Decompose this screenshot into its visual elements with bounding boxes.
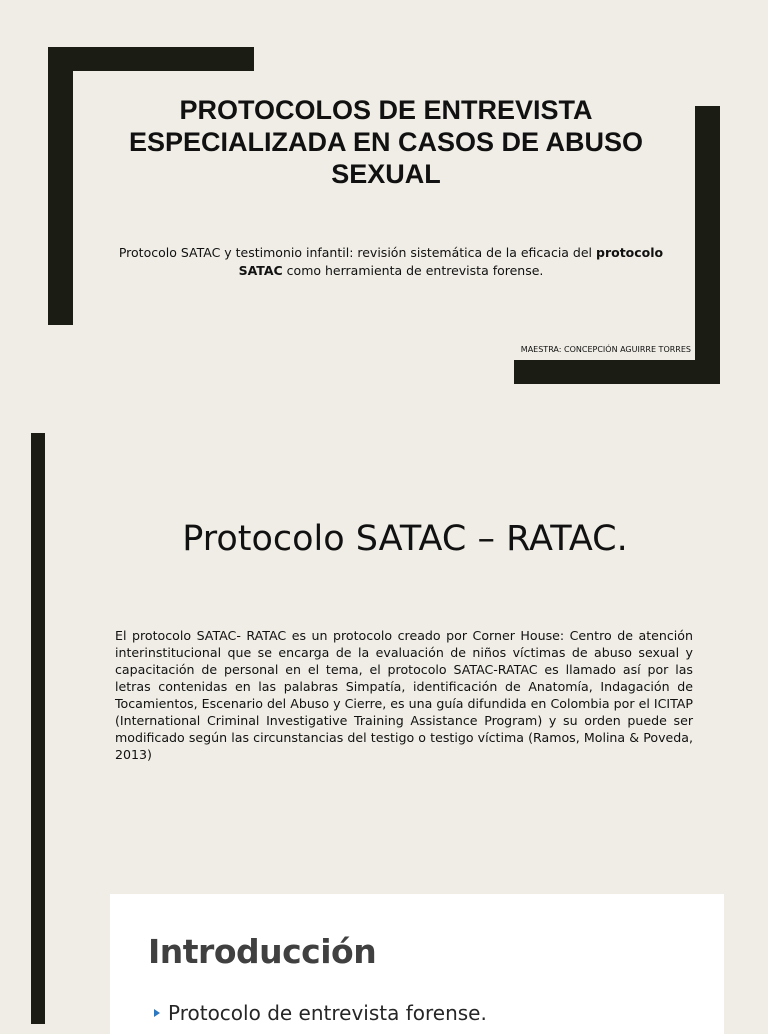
slide-title: Protocolo SATAC – RATAC. <box>182 519 628 559</box>
frame-bottom-bar <box>514 360 720 384</box>
frame-top-bar <box>48 47 254 71</box>
card-bullet-item <box>154 1001 487 1025</box>
content-slide <box>0 432 768 1024</box>
title-slide <box>0 0 768 410</box>
introduction-card <box>110 894 724 1034</box>
subtitle-text-end: como herramienta de entrevista forense. <box>282 263 544 278</box>
triangle-bullet-icon <box>154 1009 160 1017</box>
presentation-title: PROTOCOLOS DE ENTREVISTA ESPECIALIZADA EN CASOS DE ABUSO SEXUAL <box>128 95 644 189</box>
slide-accent-bar <box>31 433 45 1024</box>
presentation-subtitle <box>96 244 686 280</box>
slide-body-text: El protocolo SATAC- RATAC es un protocolo creado por Corner House: Centro de atención interinstitucional que se encarga de la evaluación de niños víctimas de abuso sexual y capacitación de personal en el tema, el protocolo SATAC-RATAC es llamado así por las letras contenidas en las palabras Simpatía, identificación de Anatomía, Indagación de Tocamientos, Escenario del Abuso y Cierre, es una guía difundida en Colombia por el ICITAP (International Criminal Investigative Training Assistance Program) y su orden puede ser modificado según las circunstancias del testigo o testigo víctima (Ramos, Molina & Poveda, 2013) <box>115 628 693 762</box>
frame-left-bar <box>48 47 73 325</box>
subtitle-text-start: Protocolo SATAC y testimonio infantil: revisión sistemática de la eficacia del <box>118 245 596 260</box>
frame-right-bar <box>695 106 720 384</box>
card-title: Introducción <box>148 932 377 971</box>
teacher-name: MAESTRA: CONCEPCIÓN AGUIRRE TORRES <box>520 345 691 354</box>
subtitle-bold-text: protocolo SATAC <box>238 245 664 278</box>
card-bullet-text: Protocolo de entrevista forense. <box>168 1001 487 1025</box>
